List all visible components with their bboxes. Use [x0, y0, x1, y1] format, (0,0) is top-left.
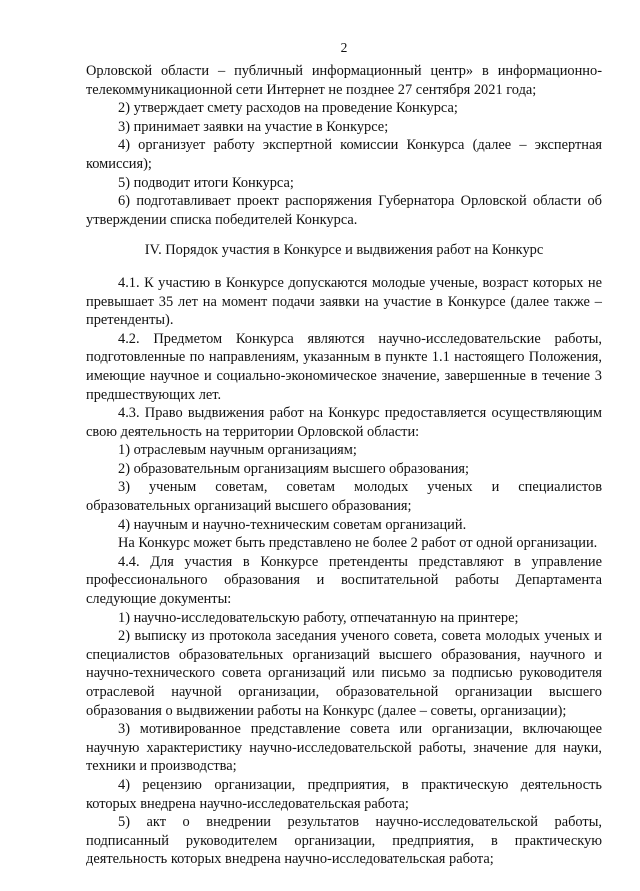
list-item: 3) ученым советам, советам молодых ученых и специалистов образовательных организаций высшего образования; — [86, 479, 602, 515]
list-item: 5) подводит итоги Конкурса; — [118, 174, 294, 191]
list-item: 3) принимает заявки на участие в Конкурсе; — [118, 118, 389, 135]
list-item: 4) научным и научно-техническим советам организаций. — [118, 516, 467, 533]
paragraph-4-4: 4.4. Для участия в Конкурсе претенденты представляют в управление профессионального образования и воспитательной работы Департамента следующие документы: — [86, 553, 602, 608]
continued-paragraph: Орловской области – публичный информационный центр» в информационно-телекоммуникационной сети Интернет не позднее 27 сентября 2021 года; — [86, 63, 602, 98]
list-item: 2) образовательным организациям высшего образования; — [118, 460, 470, 477]
list-item: 4) организует работу экспертной комиссии Конкурса (далее – экспертная комиссия); — [86, 137, 602, 172]
list-item: 2) утверждает смету расходов на проведение Конкурса; — [118, 100, 458, 117]
page-number: 2 — [340, 40, 348, 55]
list-item: 6) подготавливает проект распоряжения Губернатора Орловской области об утверждении списка победителей Конкурса. — [86, 193, 602, 228]
paragraph-4-1: 4.1. К участию в Конкурсе допускаются молодые ученые, возраст которых не превышает 35 лет на момент подачи заявки на участие в Конкурсе (далее также – претенденты). — [86, 274, 602, 329]
paragraph-4-2: 4.2. Предметом Конкурса являются научно-исследовательские работы, подготовленные по направлениям, указанным в пункте 1.1 настоящего Положения, имеющие научное и социально-экономическое значение, завершенные в течение 3 предшествующих лет. — [86, 330, 602, 403]
list-item: 1) отраслевым научным организациям; — [118, 442, 357, 459]
section-heading: IV. Порядок участия в Конкурсе и выдвижения работ на Конкурс — [144, 242, 544, 259]
list-item: 5) акт о внедрении результатов научно-исследовательской работы, подписанный руководителем организации, предприятия, в практическую деятельность которых внедрена научно-исследовательская работа; — [86, 814, 602, 868]
list-item: 3) мотивированное представление совета или организации, включающее научную характеристику научно-исследовательской работы, значение для науки, техники и производства; — [86, 721, 602, 775]
paragraph-note: На Конкурс может быть представлено не более 2 работ от одной организации. — [118, 535, 598, 552]
list-item: 1) научно-исследовательскую работу, отпечатанную на принтере; — [118, 609, 519, 626]
list-item: 2) выписку из протокола заседания ученого совета, совета молодых ученых и специалистов образовательных организаций высшего образования, научного и научно-технического совета организаций или письмо за подписью руководителя отраслевой научной организации, образовательной организации высшего образования о выдвижении работы на Конкурс (далее – советы, организации); — [86, 628, 602, 719]
list-item: 4) рецензию организации, предприятия, в практическую деятельность которых внедрена научно-исследовательская работа; — [86, 776, 602, 812]
paragraph-4-3: 4.3. Право выдвижения работ на Конкурс предоставляется осуществляющим свою деятельность на территории Орловской области: — [86, 405, 602, 440]
